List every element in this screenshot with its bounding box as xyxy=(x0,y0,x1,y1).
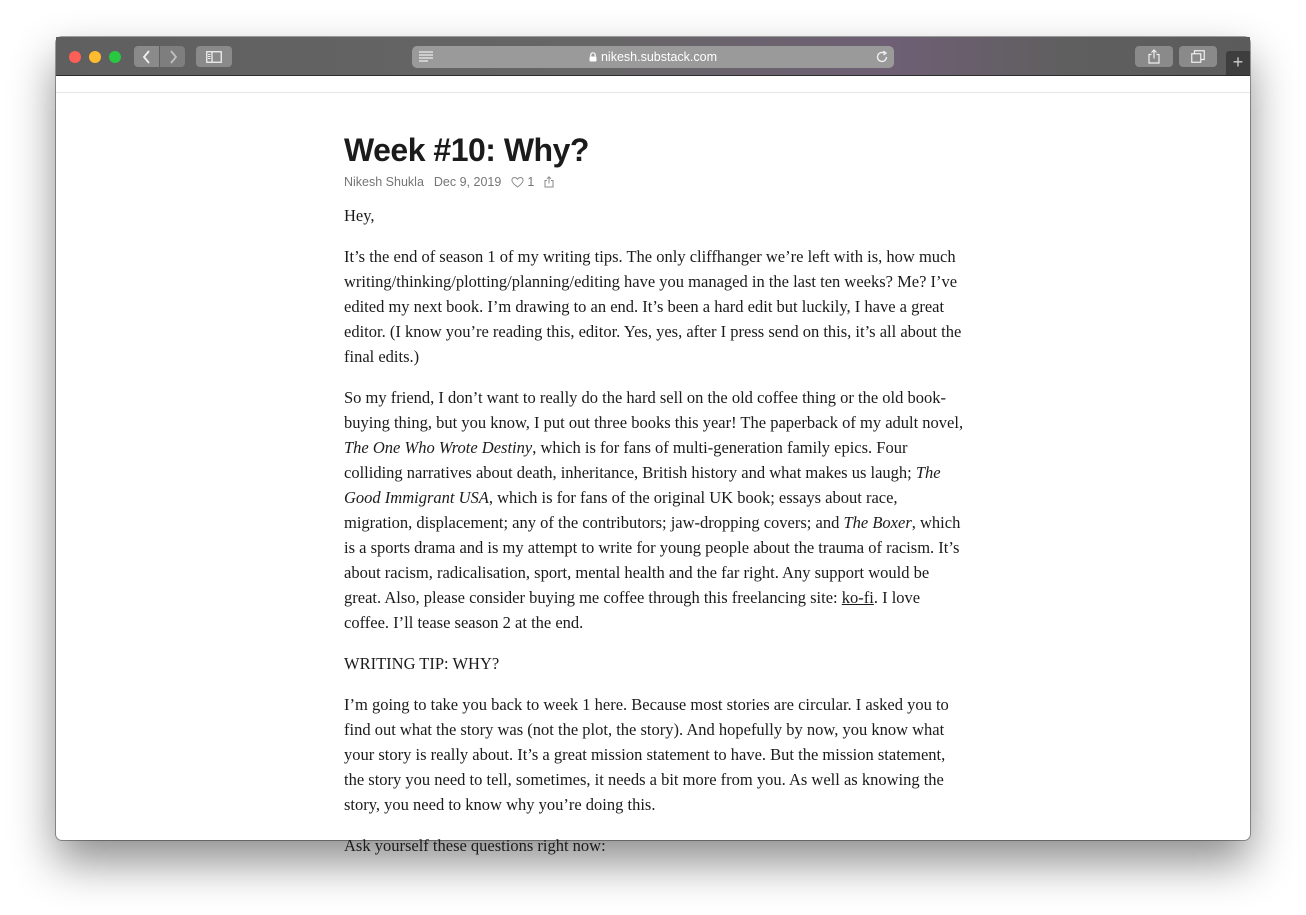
share-button[interactable] xyxy=(1135,46,1173,67)
like-count: 1 xyxy=(527,175,535,189)
post-body xyxy=(344,203,964,858)
book-title: The One Who Wrote Destiny xyxy=(344,438,533,457)
paragraph-books xyxy=(344,385,964,635)
paragraph-text: So my friend, I don’t want to really do the hard sell on the old coffee thing or the old book-buying thing, but you know, I put out three books this year! The paperback of my adult novel, xyxy=(344,388,964,432)
url-display xyxy=(412,46,894,68)
paragraph-intro: It’s the end of season 1 of my writing tips. The only cliffhanger we’re left with is, how much writing/thinking/plotting/planning/editing have you managed in the last ten weeks? Me? I’ve edited my next book. I’m drawing to an end. It’s been a hard edit but luckily, I have a great editor. (I know you’re reading this, editor. Yes, yes, after I press send on this, it’s all about the final edits.) xyxy=(344,247,962,366)
zoom-window-button[interactable] xyxy=(109,51,121,63)
post-date: Dec 9, 2019 xyxy=(433,175,502,189)
paragraph-questions: Ask yourself these questions right now: xyxy=(344,836,606,855)
post-meta xyxy=(344,175,964,189)
url-text: nikesh.substack.com xyxy=(600,50,718,64)
book-title: The Good Immigrant USA xyxy=(344,463,941,507)
browser-window xyxy=(56,37,1250,855)
greeting: Hey, xyxy=(344,206,375,225)
post-title: Week #10: Why? xyxy=(344,132,589,168)
sidebar-toggle-button[interactable] xyxy=(196,46,232,67)
book-title: The Boxer xyxy=(843,513,912,532)
reload-icon[interactable] xyxy=(875,50,889,64)
close-window-button[interactable] xyxy=(69,51,81,63)
paragraph-text: , which is for fans of multi-generation family epics. Four colliding narratives about death, inheritance, British history and what makes us laugh; xyxy=(344,438,916,482)
share-icon xyxy=(1148,49,1160,64)
back-button[interactable] xyxy=(134,46,159,67)
chevron-right-icon xyxy=(168,50,178,64)
new-tab-button[interactable]: + xyxy=(1226,51,1250,75)
ko-fi-link[interactable]: ko-fi xyxy=(841,588,874,607)
minimize-window-button[interactable] xyxy=(89,51,101,63)
section-heading: WRITING TIP: WHY? xyxy=(344,654,500,673)
heart-icon xyxy=(511,176,524,188)
like-button[interactable] xyxy=(511,175,534,189)
address-bar[interactable] xyxy=(412,46,894,68)
forward-button[interactable] xyxy=(160,46,185,67)
page-header-divider xyxy=(56,92,1250,93)
author-name[interactable]: Nikesh Shukla xyxy=(344,175,424,189)
paragraph-why: I’m going to take you back to week 1 here. Because most stories are circular. I asked you to find out what the story was (not the plot, the story). And hopefully by now, you know what your story is really about. It’s a great mission statement to have. But the mission statement, the story you need to tell, sometimes, it needs a bit more from you. As well as knowing the story, you need to know why you’re doing this. xyxy=(344,695,949,814)
paragraph-text: . I love coffee. I’ll tease season 2 at the end. xyxy=(344,588,921,632)
browser-toolbar xyxy=(56,37,1250,76)
paragraph-text: , which is for fans of the original UK book; essays about race, migration, displacement; any of the contributors; jaw-dropping covers; and xyxy=(344,488,898,532)
tabs-overview-icon xyxy=(1191,50,1205,63)
lock-icon xyxy=(589,52,597,62)
show-tabs-button[interactable] xyxy=(1179,46,1217,67)
chevron-left-icon xyxy=(142,50,152,64)
sidebar-icon xyxy=(206,51,222,63)
share-post-icon[interactable] xyxy=(544,176,554,188)
paragraph-text: , which is a sports drama and is my attempt to write for young people about the trauma of racism. It’s about racism, radicalisation, sport, mental health and the far right. Any support would be great. Also, please consider buying me coffee through this freelancing site: xyxy=(344,513,961,607)
article xyxy=(344,131,964,874)
